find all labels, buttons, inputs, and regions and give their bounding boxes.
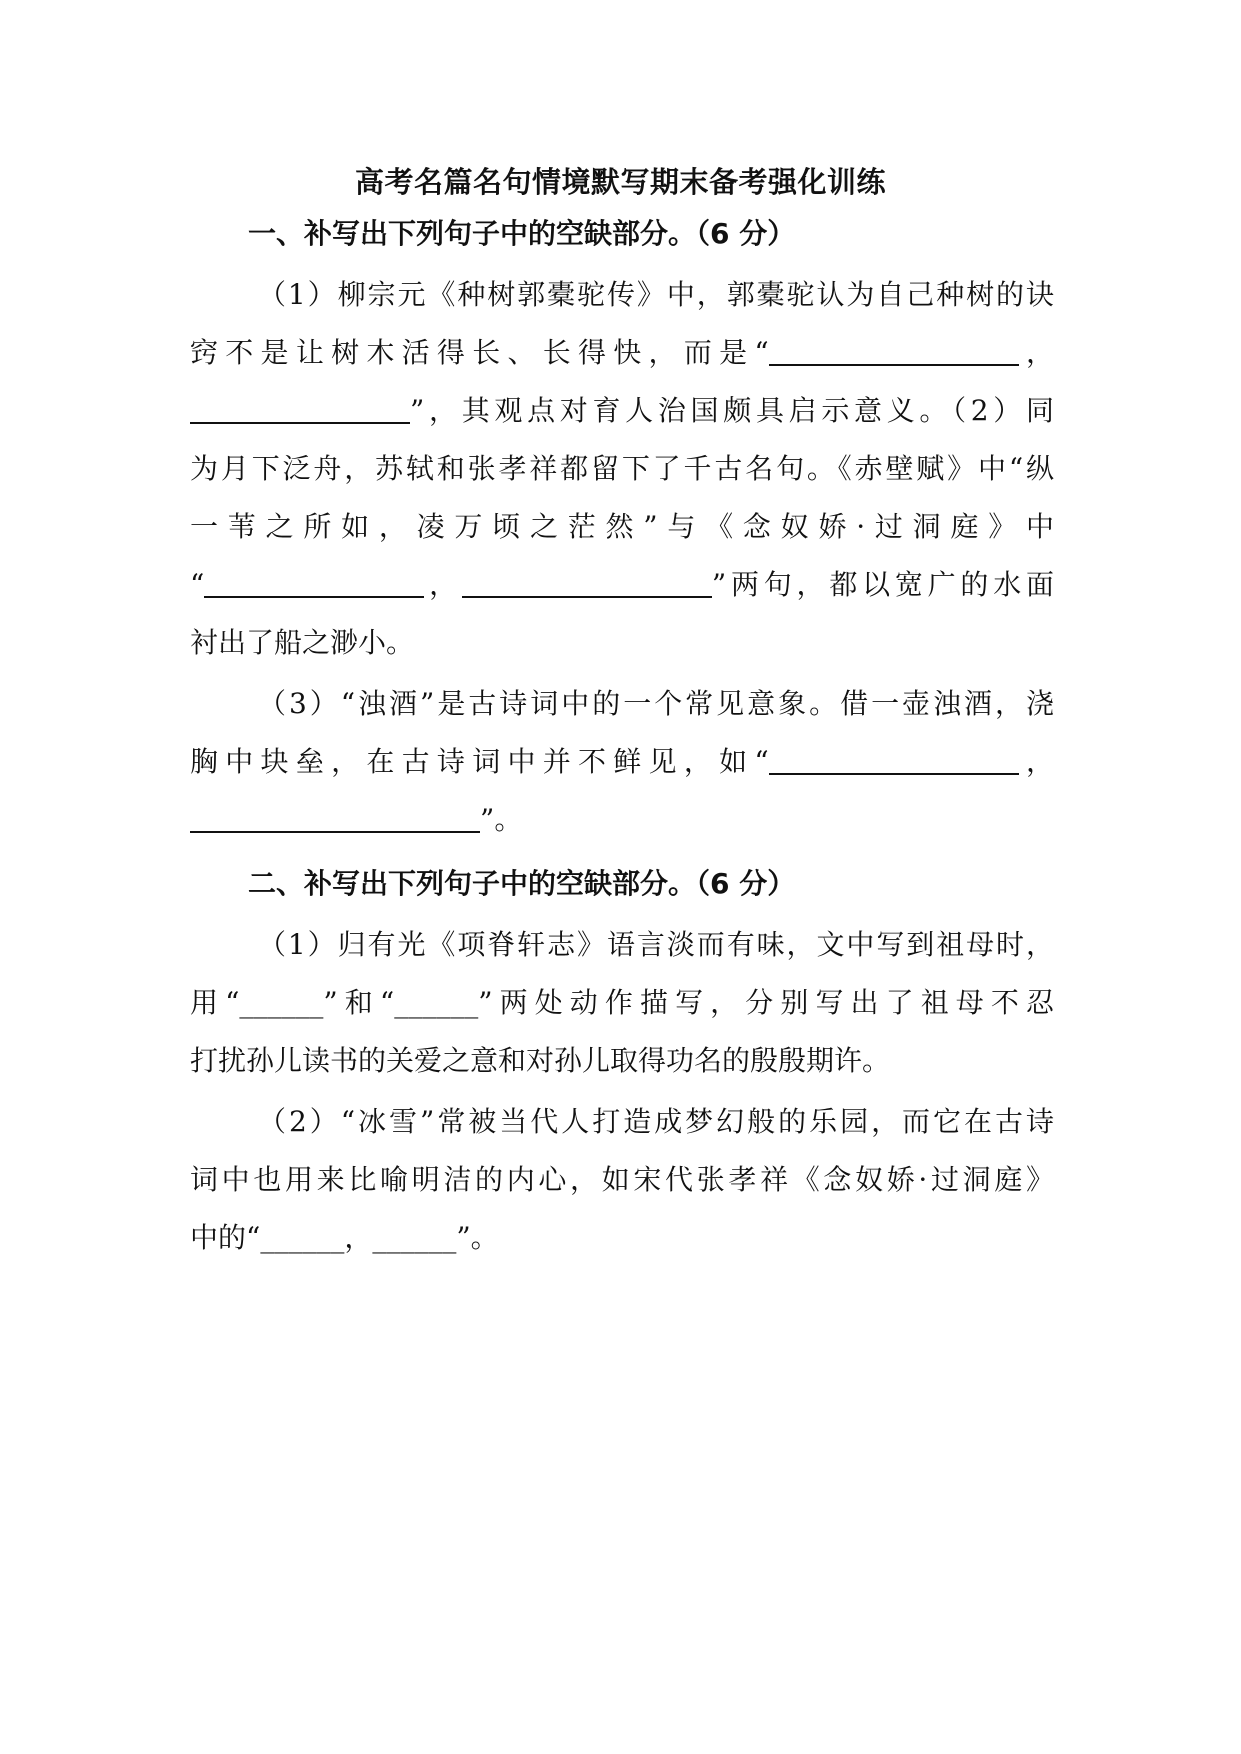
section-2-heading: 二、补写出下列句子中的空缺部分。（6 分） bbox=[248, 867, 796, 900]
section-1-heading: 一、补写出下列句子中的空缺部分。（6 分） bbox=[248, 217, 796, 250]
section-1-text: ”两句，都以宽广的水面 bbox=[711, 568, 1054, 601]
section-2-line: 词中也用来比喻明洁的内心，如宋代张孝祥《念奴娇·过洞庭》 bbox=[190, 1163, 1054, 1196]
section-1-text: ， bbox=[1018, 336, 1054, 369]
section-2-line: 打扰孙儿读书的关爱之意和对孙儿取得功名的殷殷期许。 bbox=[190, 1044, 891, 1077]
section-1-line bbox=[190, 742, 1054, 782]
section-1-line bbox=[190, 333, 1054, 373]
section-1-line bbox=[190, 800, 522, 840]
document-title: 高考名篇名句情境默写期末备考强化训练 bbox=[354, 165, 886, 199]
section-1-text: ”。 bbox=[480, 803, 523, 836]
section-1-line: 一苇之所如，凌万顷之茫然”与《念奴娇·过洞庭》中 bbox=[190, 510, 1054, 543]
fill-blank[interactable] bbox=[190, 801, 480, 833]
section-1-text: “ bbox=[190, 568, 205, 601]
section-1-text: ， bbox=[1018, 745, 1054, 778]
section-2-line: （1）归有光《项脊轩志》语言淡而有味，文中写到祖母时， bbox=[258, 928, 1054, 961]
section-2-line: 用“______”和“______”两处动作描写，分别写出了祖母不忍 bbox=[190, 986, 1054, 1019]
section-2-line: （2）“冰雪”常被当代人打造成梦幻般的乐园，而它在古诗 bbox=[258, 1105, 1054, 1138]
section-1-text: ”，其观点对育人治国颇具启示意义。（2）同 bbox=[410, 394, 1054, 427]
section-1-line: 为月下泛舟，苏轼和张孝祥都留下了千古名句。《赤壁赋》中“纵 bbox=[190, 452, 1054, 485]
fill-blank[interactable] bbox=[769, 743, 1019, 775]
fill-blank[interactable] bbox=[769, 334, 1019, 366]
section-2-line: 中的“______，______”。 bbox=[190, 1221, 499, 1254]
section-1-line bbox=[190, 565, 1054, 605]
section-1-line: 衬出了船之渺小。 bbox=[190, 626, 415, 659]
section-1-line bbox=[190, 391, 1054, 431]
section-1-line: （3）“浊酒”是古诗词中的一个常见意象。借一壶浊酒，浇 bbox=[258, 687, 1054, 720]
fill-blank[interactable] bbox=[462, 566, 712, 598]
fill-blank[interactable] bbox=[204, 566, 424, 598]
fill-blank[interactable] bbox=[190, 392, 410, 424]
section-1-text: 胸中块垒，在古诗词中并不鲜见，如“ bbox=[190, 745, 769, 778]
section-1-text: 窍不是让树木活得长、长得快，而是“ bbox=[190, 336, 769, 369]
section-1-line: （1）柳宗元《种树郭橐驼传》中，郭橐驼认为自己种树的诀 bbox=[258, 278, 1054, 311]
section-1-text: ， bbox=[424, 568, 462, 601]
